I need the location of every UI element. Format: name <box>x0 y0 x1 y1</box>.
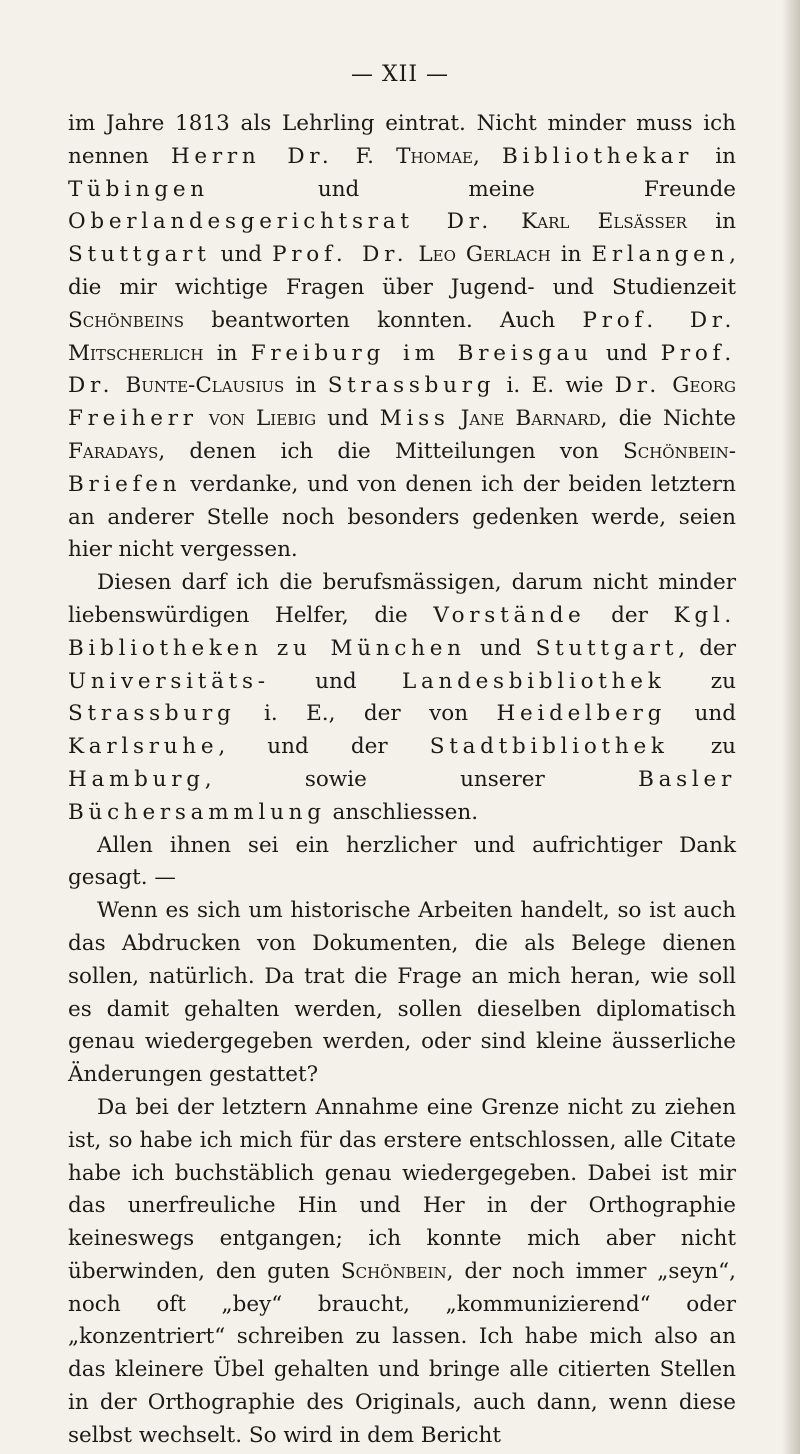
paragraph <box>68 1092 736 1453</box>
page-edge-shadow <box>782 0 800 1454</box>
spaced-emphasis: Freiherr <box>68 406 198 432</box>
text-run <box>114 373 125 398</box>
paragraph <box>68 108 736 567</box>
text-run: i. E., der von <box>235 701 497 727</box>
text-run: in <box>686 209 736 235</box>
small-caps-name: von Liebig <box>208 406 317 432</box>
text-run: , denen ich die Mitteilungen von <box>158 438 623 464</box>
paragraph <box>68 895 736 1092</box>
spaced-emphasis: Kgl. Bibliotheken <box>68 602 736 661</box>
small-caps-name: Georg <box>672 373 736 399</box>
text-run: - <box>728 438 736 464</box>
small-caps-name: Karl Elsässer <box>521 209 687 235</box>
text-run: , der noch immer „seyn“, noch oft „bey“ braucht, „kommunizierend“ oder „konzentriert“ schreiben zu lassen. Ich habe mich also an das kleinere Übel gehalten und bringe alle citierten Stellen in der Orthographie des Originals, auch dann, wenn diese selbst wechselt. So wird in dem Bericht <box>68 1258 737 1448</box>
text-run: der <box>585 602 674 628</box>
text-run: zu <box>665 668 736 694</box>
text-run: und <box>269 668 402 694</box>
spaced-emphasis: Heidelberg <box>496 701 667 727</box>
text-run: Wenn es sich um historische Arbeiten handelt, so ist auch das Abdrucken von Dokumenten, die als Belege dienen sollen, natürlich. Da trat die Frage an mich heran, wie soll es damit gehalten werden, sollen dieselben diplomatisch genau wiedergegeben werden, oder sind kleine äusserliche Änderungen gestattet? <box>68 898 736 1088</box>
small-caps-name: Mitscherlich <box>68 340 204 366</box>
small-caps-name: Faradays <box>68 438 159 464</box>
spaced-emphasis: Freiburg im Breisgau <box>250 340 593 366</box>
text-run: anschliessen. <box>325 799 479 825</box>
spaced-emphasis: Hamburg <box>68 766 205 792</box>
text-run <box>493 209 521 234</box>
spaced-emphasis: Dr. <box>614 373 661 399</box>
spaced-emphasis: Vorstände <box>433 602 586 628</box>
text-run: , und der <box>218 734 430 760</box>
spaced-emphasis: Strassburg <box>327 373 496 399</box>
spaced-emphasis: Karlsruhe <box>68 734 219 760</box>
text-run: , die Nichte <box>600 406 736 432</box>
spaced-emphasis: zu München <box>276 635 466 661</box>
text-run: und <box>465 635 536 661</box>
text-run: in <box>693 143 737 169</box>
text-run <box>408 242 418 267</box>
text-run: und <box>210 242 273 268</box>
text-run <box>450 406 461 431</box>
spaced-emphasis: Stadtbibliothek <box>429 734 669 760</box>
spaced-emphasis: Prof. Dr. <box>272 242 409 268</box>
small-caps-name: Schönbeins <box>68 307 185 333</box>
spaced-emphasis: Oberlandesgerichtsrat Dr. <box>68 209 493 235</box>
text-run: Da bei der letztern Annahme eine Grenze nicht zu ziehen ist, so habe ich mich für das erstere entschlossen, alle Citate habe ich buchstäblich genau wiedergegeben. Dabei ist mir das unerfreuliche Hin und Her in der Orthographie keineswegs entgangen; ich konnte mich aber nicht überwinden, den guten <box>68 1094 736 1284</box>
text-run: , die mir wichtige Fragen über Jugend- und Studienzeit <box>68 242 736 300</box>
text-run: in <box>284 373 328 399</box>
spaced-emphasis: Herrn Dr. <box>170 143 334 169</box>
spaced-emphasis: Tübingen <box>68 176 209 202</box>
text-run: und meine Freunde <box>208 176 736 202</box>
spaced-emphasis: Prof. Dr. <box>68 340 736 399</box>
spaced-emphasis: Miss <box>379 406 450 432</box>
small-caps-name: Leo Gerlach <box>418 242 551 268</box>
spaced-emphasis: Strassburg <box>68 701 236 727</box>
text-run: , der <box>678 635 736 661</box>
text-run: F. <box>333 143 397 169</box>
text-run: verdanke, und von denen ich der beiden letztern an anderer Stelle noch besonders gedenken werde, seien hier nicht vergessen. <box>68 471 736 563</box>
page-number-header: — XII — <box>350 62 450 87</box>
text-run <box>198 406 209 431</box>
small-caps-name: Thomae <box>396 143 473 169</box>
text-run: zu <box>668 734 736 760</box>
spaced-emphasis: Universitäts- <box>68 668 270 694</box>
small-caps-name: Bunte-Clausius <box>125 373 285 399</box>
text-run: in <box>203 340 251 366</box>
text-run <box>263 636 277 661</box>
paragraph <box>68 567 736 829</box>
text-run <box>661 373 672 398</box>
small-caps-name: Jane Barnard <box>460 406 601 432</box>
text-run: i. E. wie <box>495 373 615 399</box>
paragraph <box>68 830 736 896</box>
text-run: und <box>666 701 736 727</box>
text-run: in <box>550 242 592 268</box>
text-run: und <box>592 340 661 366</box>
spaced-emphasis: Bibliothekar <box>501 143 694 169</box>
body-text <box>68 108 736 1453</box>
text-run: , sowie unserer <box>204 766 639 792</box>
text-run: im Jahre 1813 als Lehrling eintrat. Nicht minder muss ich nennen <box>68 111 736 169</box>
text-run: , <box>473 143 502 169</box>
spaced-emphasis: Stuttgart <box>535 635 679 661</box>
small-caps-name: Schönbein <box>340 1258 447 1284</box>
text-run: Diesen darf ich die berufsmässigen, darum nicht minder liebenswürdigen Helfer, die <box>68 570 736 628</box>
spaced-emphasis: Briefen <box>68 471 182 497</box>
spaced-emphasis: Stuttgart <box>68 242 211 268</box>
text-run: Allen ihnen sei ein herzlicher und aufrichtiger Dank gesagt. — <box>68 832 736 891</box>
spaced-emphasis: Prof. Dr. <box>582 307 737 333</box>
spaced-emphasis: Landesbibliothek <box>401 668 666 694</box>
text-run: und <box>316 406 380 432</box>
small-caps-name: Schönbein <box>623 438 729 464</box>
text-run: beantworten konnten. Auch <box>184 307 583 333</box>
spaced-emphasis: Basler Büchersammlung <box>68 766 736 825</box>
spaced-emphasis: Erlangen <box>591 242 730 268</box>
